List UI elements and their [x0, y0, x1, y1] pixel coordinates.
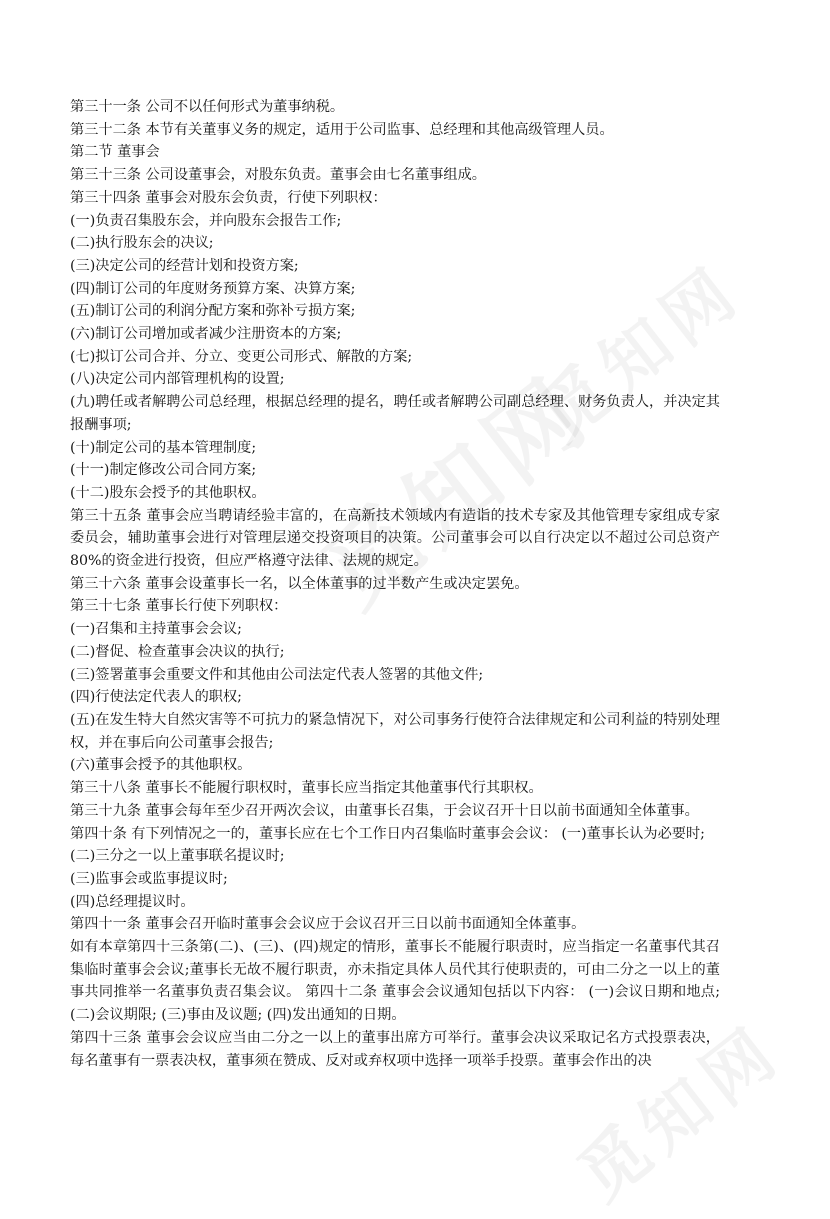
list-item: (三)签署董事会重要文件和其他由公司法定代表人签署的其他文件; [70, 666, 484, 683]
list-item: (四)行使法定代表人的职权; [70, 689, 242, 706]
paragraph: 第三十二条 本节有关董事义务的规定，适用于公司监事、总经理和其他高级管理人员。 [70, 121, 614, 138]
list-item: (十一)制定修改公司合同方案; [70, 462, 257, 479]
list-item: (一)负责召集股东会，并向股东会报告工作; [70, 212, 342, 229]
paragraph: 第三十九条 董事会每年至少召开两次会议，由董事长召集，于会议召开十日以前书面通知全体董事。 [70, 802, 699, 819]
list-item: (八)决定公司内部管理机构的设置; [70, 371, 285, 388]
paragraph: 第四十三条 董事会会议应当由二分之一以上的董事出席方可举行。董事会决议采取记名方式投票表决，每名董事有一票表决权，董事须在赞成、反对或弃权项中选择一项举手投票。董事会作出的决 [70, 1029, 720, 1069]
list-item: (三)决定公司的经营计划和投资方案; [70, 257, 299, 274]
list-item: (四)制订公司的年度财务预算方案、决算方案; [70, 280, 356, 297]
section-heading: 第二节 董事会 [70, 144, 160, 161]
paragraph: 第三十四条 董事会对股东会负责，行使下列职权： [70, 189, 387, 206]
list-item: (五)在发生特大自然灾害等不可抗力的紧急情况下，对公司事务行使符合法律规定和公司利益的特别处理权，并在事后向公司董事会报告; [70, 711, 720, 751]
list-item: (六)制订公司增加或者减少注册资本的方案; [70, 326, 342, 343]
list-item: (四)总经理提议时。 [70, 893, 195, 910]
list-item: (二)执行股东会的决议; [70, 235, 214, 252]
paragraph: 第三十三条 公司设董事会，对股东负责。董事会由七名董事组成。 [70, 167, 486, 184]
paragraph: 第三十六条 董事会设董事长一名，以全体董事的过半数产生或决定罢免。 [70, 575, 529, 592]
paragraph: 第三十一条 公司不以任何形式为董事纳税。 [70, 99, 345, 115]
paragraph: 第三十七条 董事长行使下列职权： [70, 598, 288, 615]
list-item: (一)召集和主持董事会会议; [70, 621, 242, 638]
list-item: (七)拟订公司合并、分立、变更公司形式、解散的方案; [70, 348, 413, 365]
paragraph: 第四十条 有下列情况之一的，董事长应在七个工作日内召集临时董事会会议： (一)董事长认为必要时; [70, 825, 705, 842]
list-item: (十)制定公司的基本管理制度; [70, 439, 257, 456]
list-item: (六)董事会授予的其他职权。 [70, 757, 252, 774]
paragraph: 第四十一条 董事会召开临时董事会会议应于会议召开三日以前书面通知全体董事。 [70, 916, 586, 933]
list-item: (九)聘任或者解聘公司总经理，根据总经理的提名，聘任或者解聘公司副总经理、财务负责人，并决定其报酬事项; [70, 394, 720, 433]
list-item: (二)三分之一以上董事联名提议时; [70, 848, 285, 865]
paragraph: 第三十五条 董事会应当聘请经验丰富的，在高新技术领域内有造诣的技术专家及其他管理专家组成专家委员会，辅助董事会进行对管理层递交投资项目的决策。公司董事会可以自行决定以不超过公司总资产 80%的资金进行投资，但应严格遵守法律、法规的规定。 [70, 507, 720, 570]
paragraph: 第三十八条 董事长不能履行职权时，董事长应当指定其他董事代行其职权。 [70, 780, 543, 797]
list-item: (五)制订公司的利润分配方案和弥补亏损方案; [70, 303, 356, 320]
list-item: (二)督促、检查董事会决议的执行; [70, 643, 285, 660]
document-body [70, 96, 720, 1072]
list-item: (十二)股东会授予的其他职权。 [70, 484, 266, 501]
paragraph: 如有本章第四十三条第(二)、(三)、(四)规定的情形，董事长不能履行职责时，应当指定一名董事代其召集临时董事会会议;董事长无故不履行职责，亦未指定具体人员代其行使职责的，可由二分之一以上的董事共同推举一名董事负责召集会议。 第四十二条 董事会会议通知包括以下内容： (一)会议日期和地点; (二)会议期限; (三)事由及议题; (四)发出通知的日期。 [70, 939, 720, 1024]
list-item: (三)监事会或监事提议时; [70, 870, 228, 887]
